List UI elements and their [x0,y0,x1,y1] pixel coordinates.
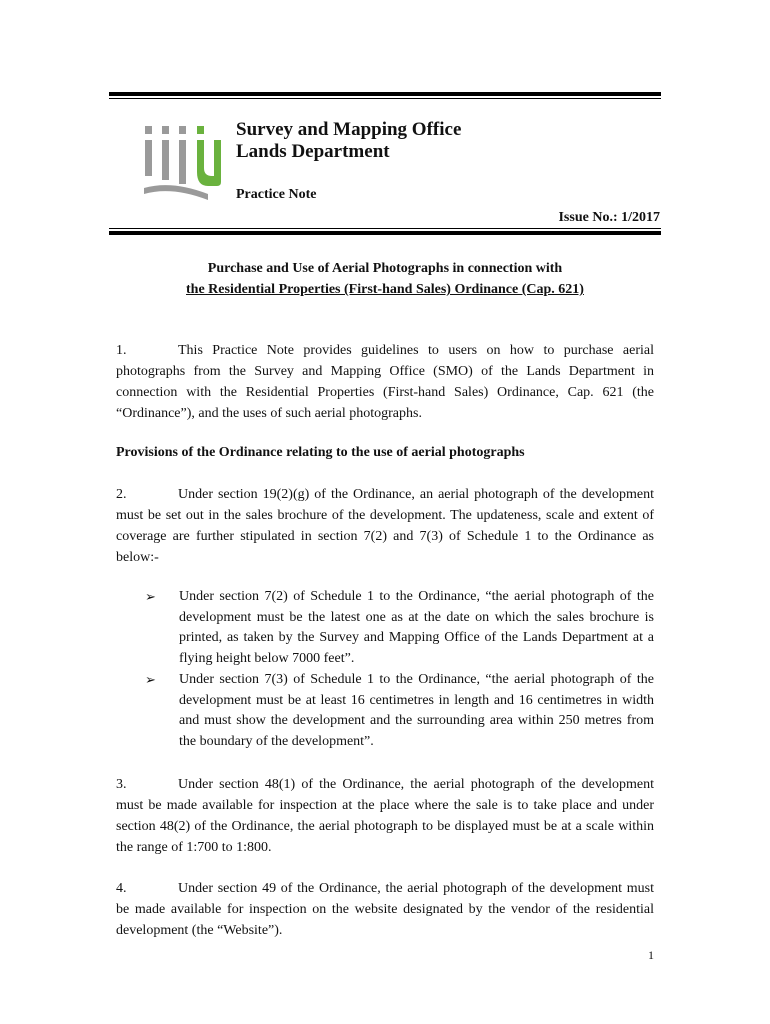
section-heading: Provisions of the Ordinance relating to the use of aerial photographs [116,445,525,460]
lands-department-logo-icon [142,124,222,200]
organization-name [236,119,461,163]
paragraph-text: Under section 19(2)(g) of the Ordinance, an aerial photograph of the development must be set out in the sales brochure of the development. The updateness, scale and extent of coverage are further stipulated in section 7(2) and 7(3) of Schedule 1 to the Ordinance as below:- [116,487,654,565]
paragraph-4 [116,878,654,941]
header-rule-bottom [109,231,661,235]
org-line-2: Lands Department [236,141,390,162]
header-rule-top-thin [109,98,661,99]
document-title [109,258,661,300]
org-line-1: Survey and Mapping Office [236,119,462,140]
header-rule-bottom-thin [109,228,661,229]
bullet-arrow-icon: ➢ [145,672,156,687]
issue-number: Issue No.: 1/2017 [558,210,660,225]
bullet-item-1: Under section 7(2) of Schedule 1 to the Ordinance, “the aerial photograph of the development must be the latest one as at the date on which the sales brochure is printed, as taken by the Survey and Mapping Office of the Lands Department at a flying height below 7000 feet”. [179,589,654,666]
paragraph-number: 4. [116,881,127,896]
paragraph-2 [116,484,654,568]
title-line-1: Purchase and Use of Aerial Photographs in connection with [207,261,563,276]
page-number: 1 [648,948,654,962]
paragraph-text: This Practice Note provides guidelines to users on how to purchase aerial photographs from the Survey and Mapping Office (SMO) of the Lands Department in connection with the Residential Properties (First-hand Sales) Ordinance, Cap. 621 (the “Ordinance”), and the uses of such aerial photographs. [116,343,654,421]
paragraph-3 [116,774,654,858]
bullet-arrow-icon: ➢ [145,589,156,604]
paragraph-number: 2. [116,487,127,502]
paragraph-number: 3. [116,777,127,792]
bullet-item-2: Under section 7(3) of Schedule 1 to the Ordinance, “the aerial photograph of the development must be at least 16 centimetres in length and 16 centimetres in width and must show the development and the surrounding area within 250 metres from the boundary of the development”. [179,672,654,749]
paragraph-number: 1. [116,343,127,358]
paragraph-1 [116,340,654,424]
header-rule-top [109,92,661,96]
paragraph-text: Under section 48(1) of the Ordinance, the aerial photograph of the development must be made available for inspection at the place where the sale is to take place and under section 48(2) of the Ordinance, the aerial photograph to be displayed must be at a scale within the range of 1:700 to 1:800. [116,777,654,855]
practice-note-label: Practice Note [236,187,317,202]
title-line-2: the Residential Properties (First-hand Sales) Ordinance (Cap. 621) [186,282,584,297]
paragraph-text: Under section 49 of the Ordinance, the aerial photograph of the development must be made available for inspection on the website designated by the vendor of the residential development (the “Website”). [116,881,654,938]
